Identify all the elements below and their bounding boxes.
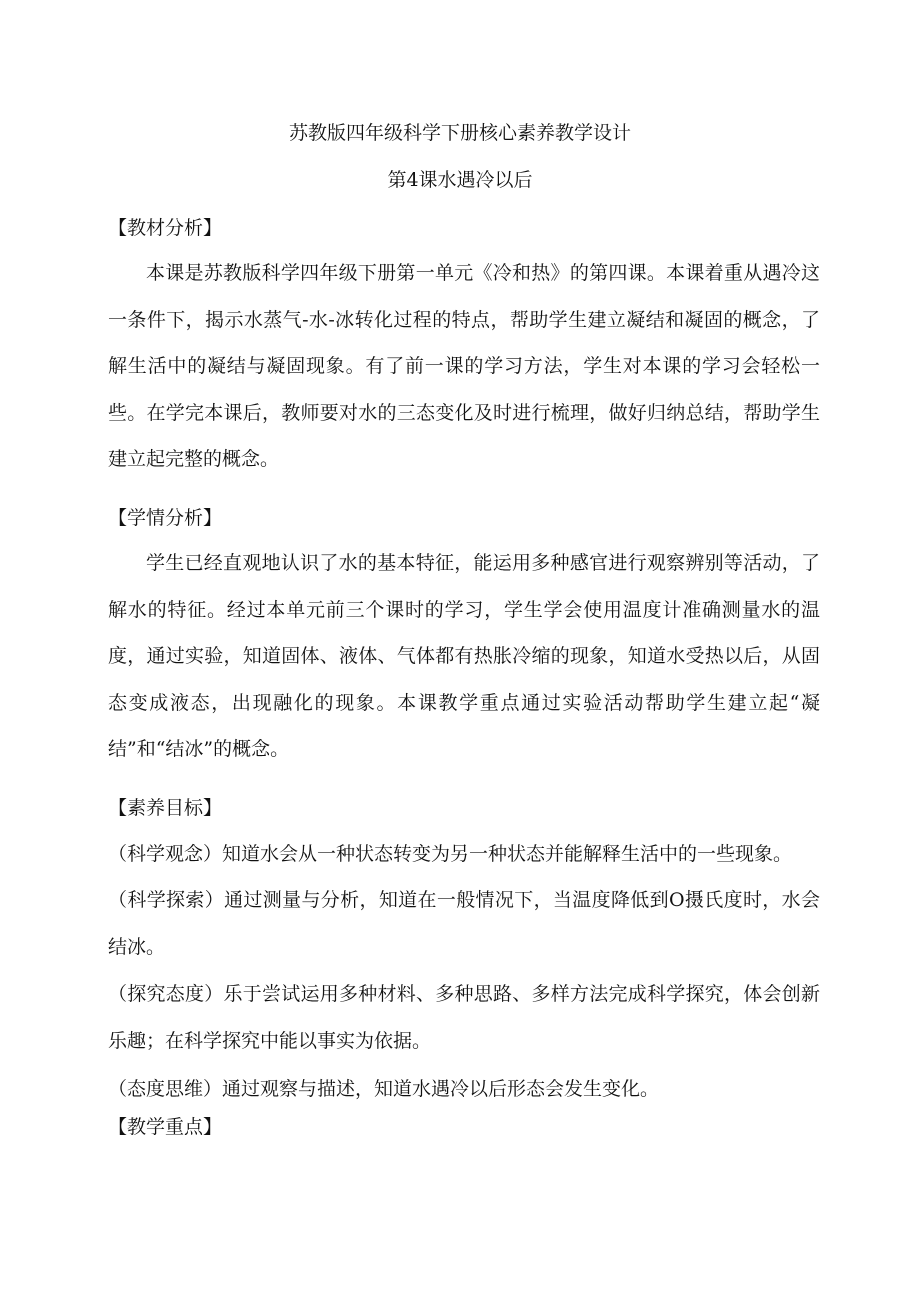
lesson-title: 第4课水遇冷以后 — [387, 169, 533, 191]
heading-teaching-focus: 【教学重点】 — [108, 1116, 223, 1138]
paragraph-textbook-analysis: 本课是苏教版科学四年级下册第一单元《冷和热》的第四课。本课着重从遇冷这一条件下，揭示水蒸气-水-冰转化过程的特点，帮助学生建立凝结和凝固的概念，了解生活中的凝结与凝固现象。有了前一课的学习方法，学生对本课的学习会轻松一些。在学完本课后，教师要对水的三态变化及时进行梳理，做好归纳总结，帮助学生建立起完整的概念。 — [108, 262, 820, 470]
goal-item-inquiry-attitude: （探究态度）乐于尝试运用多种材料、多种思路、多样方法完成科学探究，体会创新乐趣；在科学探究中能以事实为依据。 — [108, 983, 820, 1052]
paragraph-learner-analysis: 学生已经直观地认识了水的基本特征，能运用多种感官进行观察辨别等活动，了解水的特征。经过本单元前三个课时的学习，学生学会使用温度计准确测量水的温度，通过实验，知道固体、液体、气体都有热胀冷缩的现象，知道水受热以后，从固态变成液态，出现融化的现象。本课教学重点通过实验活动帮助学生建立起“凝结”和“结冰”的概念。 — [108, 552, 820, 760]
heading-literacy-goals: 【素养目标】 — [108, 797, 223, 819]
heading-learner-analysis: 【学情分析】 — [108, 507, 223, 529]
goal-item-science-concept: （科学观念）知道水会从一种状态转变为另一种状态并能解释生活中的一些现象。 — [108, 843, 793, 865]
goal-item-attitude-thinking: （态度思维）通过观察与描述，知道水遇冷以后形态会发生变化。 — [108, 1078, 660, 1100]
heading-textbook-analysis: 【教材分析】 — [108, 217, 223, 239]
document-title: 苏教版四年级科学下册核心素养教学设计 — [288, 122, 631, 144]
goal-item-science-inquiry: （科学探索）通过测量与分析，知道在一般情况下，当温度降低到O摄氏度时，水会结冰。 — [108, 889, 820, 958]
